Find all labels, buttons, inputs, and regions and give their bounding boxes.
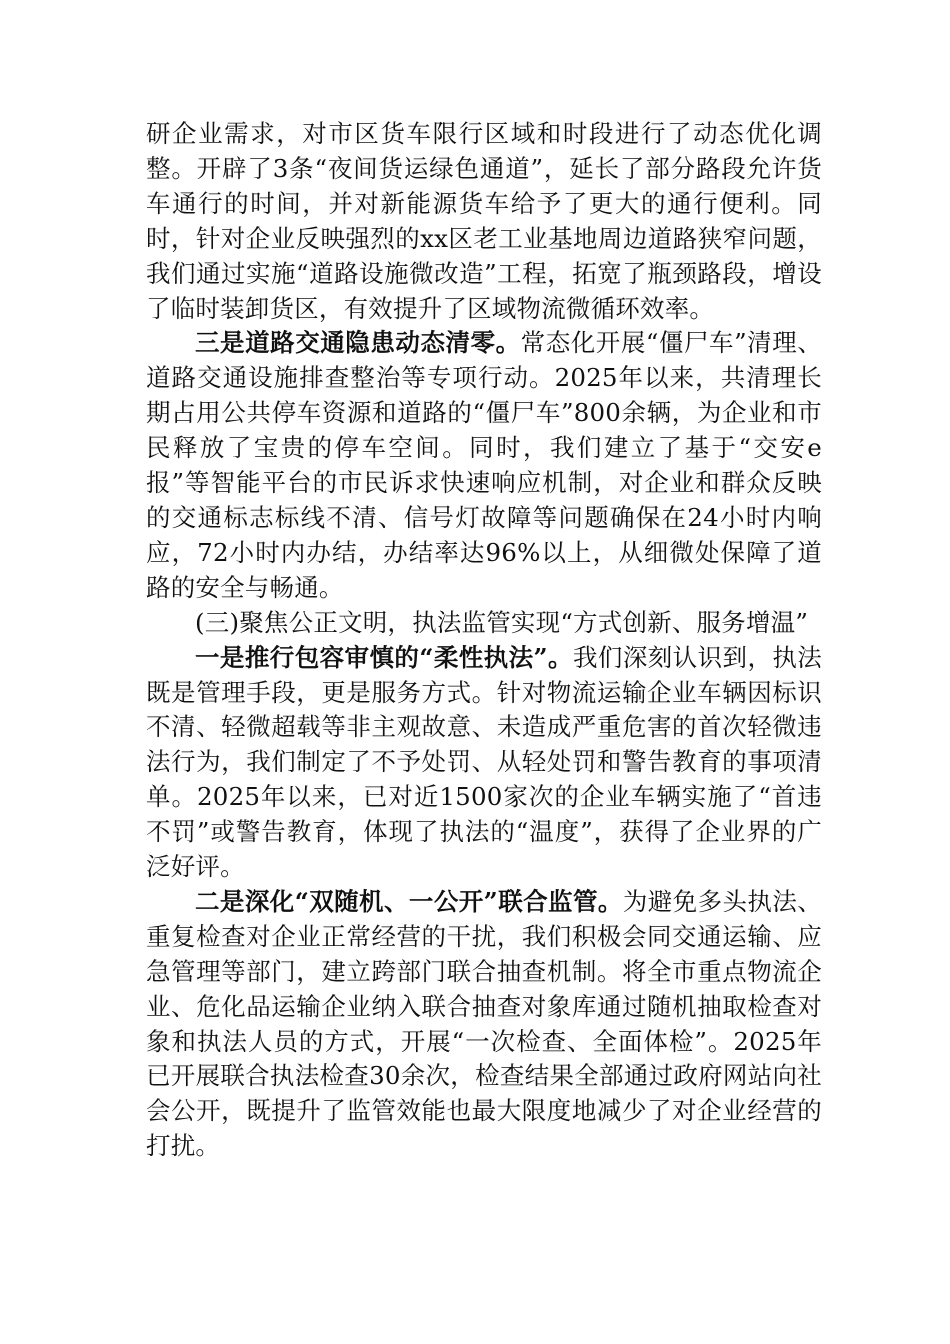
section-heading-fair-enforcement xyxy=(146,606,822,641)
paragraph-text: 我们深刻认识到，执法既是管理手段，更是服务方式。针对物流运输企业车辆因标识不清、轻微超载等非主观故意、未造成严重危害的首次轻微违法行为，我们制定了不予处罚、从轻处罚和警告教育的事项清单。2025年以来，已对近1500家次的企业车辆实施了“首违不罚”或警告教育，体现了执法的“温度”，获得了企业界的广泛好评。 xyxy=(146,642,823,882)
paragraph-lead-heading: 二是深化“双随机、一公开”联合监管。 xyxy=(195,886,623,916)
paragraph-continued-truck-policy xyxy=(146,117,822,326)
paragraph-text: 常态化开展“僵尸车”清理、道路交通设施排查整治等专项行动。2025年以来，共清理长期占用公共停车资源和道路的“僵尸车”800余辆，为企业和市民释放了宝贵的停车空间。同时，我们建立了基于“交安e报”等智能平台的市民诉求快速响应机制，对企业和群众反映的交通标志标线不清、信号灯故障等问题确保在24小时内响应，72小时内办结，办结率达96%以上，从细微处保障了道路的安全与畅通。 xyxy=(146,328,822,602)
paragraph-text: 为避免多头执法、重复检查对企业正常经营的干扰，我们积极会同交通运输、应急管理等部门，建立跨部门联合抽查机制。将全市重点物流企业、危化品运输企业纳入联合抽查对象库通过随机抽取检查对象和执法人员的方式，开展“一次检查、全面体检”。2025年已开展联合执法检查30余次，检查结果全部通过政府网站向社会公开，既提升了监管效能也最大限度地减少了对企业经营的打扰。 xyxy=(146,886,822,1161)
paragraph-flexible-enforcement xyxy=(146,641,822,885)
document-page xyxy=(146,117,822,1164)
paragraph-joint-supervision xyxy=(146,885,822,1164)
paragraph-road-hazard-clearance xyxy=(146,326,822,605)
section-heading-text: (三)聚焦公正文明，执法监管实现“方式创新、服务增温” xyxy=(195,607,809,637)
paragraph-lead-heading: 三是道路交通隐患动态清零。 xyxy=(195,328,521,358)
paragraph-text: 研企业需求，对市区货车限行区域和时段进行了动态优化调整。开辟了3条“夜间货运绿色通道”，延长了部分路段允许货车通行的时间，并对新能源货车给予了更大的通行便利。同时，针对企业反映强烈的xx区老工业基地周边道路狭窄问题，我们通过实施“道路设施微改造”工程，拓宽了瓶颈路段，增设了临时装卸货区，有效提升了区域物流微循环效率。 xyxy=(146,119,822,323)
paragraph-lead-heading: 一是推行包容审慎的“柔性执法”。 xyxy=(195,642,573,672)
